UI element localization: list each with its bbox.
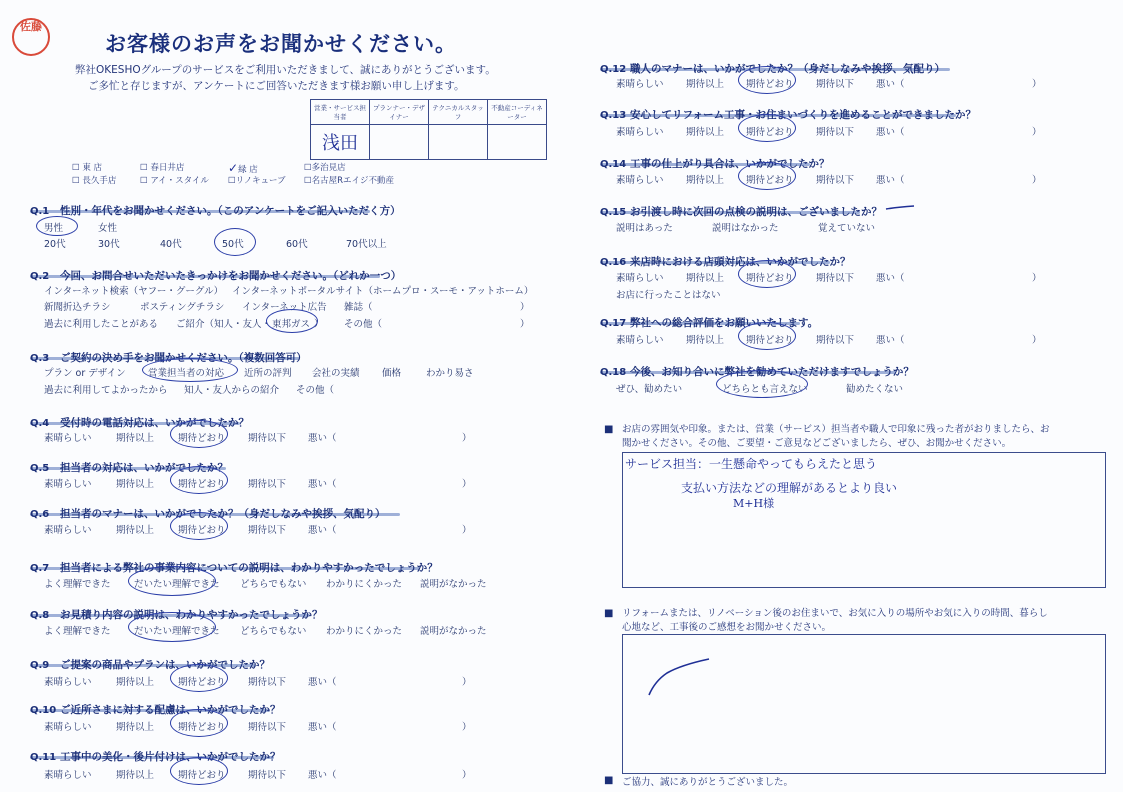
- q2-referral-circle: [266, 309, 318, 333]
- store-checkbox-renocube[interactable]: ☐リノキューブ: [228, 176, 286, 186]
- q11-opt-excellent[interactable]: 素晴らしい: [44, 770, 92, 781]
- q5-opt-expected[interactable]: 期待どおり: [178, 479, 226, 490]
- staff-cell-sales[interactable]: 浅田: [311, 125, 370, 160]
- staff-header-planner: プランナー・デザイナー: [370, 100, 429, 125]
- q16-question: Q.16 来店時における店頭対応は、いかがでしたか？: [600, 256, 851, 268]
- q2-opt-magazine[interactable]: 雑誌（: [344, 302, 373, 313]
- q7-question: Q.7 担当者による弊社の事業内容についての説明は、わかりやすかったでしょうか？: [30, 562, 438, 574]
- q8-opt-mostly[interactable]: だいたい理解できた: [134, 626, 220, 637]
- q3-opt-staff[interactable]: 営業担当者の対応: [148, 368, 225, 379]
- q16-expected-circle: [738, 260, 796, 288]
- q2-opt-search[interactable]: インターネット検索（ヤフー・グーグル）: [44, 286, 224, 297]
- q17-expected-circle: [738, 322, 796, 350]
- q11-opt-expected[interactable]: 期待どおり: [178, 770, 226, 781]
- q14-opt-below[interactable]: 期待以下: [816, 175, 855, 186]
- q2-opt-posting[interactable]: ポスティングチラシ: [140, 302, 225, 313]
- q2-opt-other[interactable]: その他（: [344, 319, 383, 330]
- q9-opt-bad[interactable]: 悪い（: [308, 677, 337, 688]
- q10-question: Q.10 ご近所さまに対する配慮は、いかがでしたか？: [30, 704, 281, 716]
- q1-opt-male[interactable]: 男性: [44, 223, 64, 234]
- q4-opt-excellent[interactable]: 素晴らしい: [44, 433, 92, 444]
- q16-bad-close: ）: [1032, 273, 1042, 284]
- store-checkbox-nagakute[interactable]: ☐ 長久手店: [72, 176, 117, 186]
- q6-bad-close: ）: [462, 525, 472, 536]
- q2-referral-value: 東邦ガス: [272, 319, 311, 330]
- q10-opt-below[interactable]: 期待以下: [248, 722, 287, 733]
- q3-question: Q.3 ご契約の決め手をお聞かせください。（複数回答可）: [30, 352, 307, 364]
- q12-question: Q.12 職人のマナーは、いかがでしたか？（身だしなみや挨拶、気配り）: [600, 63, 945, 75]
- q8-opt-well[interactable]: よく理解できた: [44, 626, 111, 637]
- q18-question: Q.18 今後、お知り合いに弊社を勧めていただけますでしょうか？: [600, 366, 914, 378]
- q12-opt-above[interactable]: 期待以上: [686, 79, 725, 90]
- q4-expected-circle: [170, 420, 228, 448]
- q13-opt-bad[interactable]: 悪い（: [876, 127, 905, 138]
- q7-opt-mostly[interactable]: だいたい理解できた: [134, 579, 220, 590]
- q3-opt-price[interactable]: 価格: [382, 368, 402, 379]
- staff-cell-technical[interactable]: [429, 125, 488, 160]
- q13-question: Q.13 安心してリフォーム工事・お住まいづくりを進めることができましたか？: [600, 109, 976, 121]
- q10-bad-close: ）: [462, 722, 472, 733]
- staff-header-technical: テクニカルスタッフ: [429, 100, 488, 125]
- q11-opt-below[interactable]: 期待以下: [248, 770, 287, 781]
- q16-opt-above[interactable]: 期待以上: [686, 273, 725, 284]
- q13-opt-below[interactable]: 期待以下: [816, 127, 855, 138]
- q14-expected-circle: [738, 162, 796, 190]
- q6-opt-excellent[interactable]: 素晴らしい: [44, 525, 92, 536]
- seal-stamp: 佐藤: [12, 18, 50, 56]
- q2-opt-referral[interactable]: ご紹介（知人・友人・: [176, 319, 272, 330]
- q4-opt-above[interactable]: 期待以上: [116, 433, 155, 444]
- q2-opt-flyer[interactable]: 新聞折込チラシ: [44, 302, 111, 313]
- q12-expected-circle: [738, 66, 796, 94]
- staff-header-sales: 営業・サービス担当者: [311, 100, 370, 125]
- q4-opt-below[interactable]: 期待以下: [248, 433, 287, 444]
- page-title: お客様のお声をお聞かせください。: [105, 32, 457, 56]
- q5-opt-bad[interactable]: 悪い（: [308, 479, 337, 490]
- q1-50s-circle: [214, 228, 256, 256]
- q14-bad-close: ）: [1032, 175, 1042, 186]
- q3-opt-past[interactable]: 過去に利用してよかったから: [44, 385, 168, 396]
- check-mark-icon: ✓: [228, 161, 239, 175]
- q15-question: Q.15 お引渡し時に次回の点検の説明は、ございましたか？: [600, 206, 882, 218]
- q10-expected-circle: [170, 709, 228, 737]
- q9-question: Q.9 ご提案の商品やプランは、いかがでしたか？: [30, 659, 270, 671]
- q16-opt-expected[interactable]: 期待どおり: [746, 273, 794, 284]
- q17-opt-expected[interactable]: 期待どおり: [746, 335, 794, 346]
- q4-bad-close: ）: [462, 433, 472, 444]
- store-checkbox-midori[interactable]: ✓緑 店: [228, 161, 258, 175]
- q10-opt-above[interactable]: 期待以上: [116, 722, 155, 733]
- q3-opt-friend[interactable]: 知人・友人からの紹介: [184, 385, 280, 396]
- q12-opt-bad[interactable]: 悪い（: [876, 79, 905, 90]
- q17-opt-bad[interactable]: 悪い（: [876, 335, 905, 346]
- q5-question: Q.5 担当者の対応は、いかがでしたか？: [30, 462, 228, 474]
- q16-opt-below[interactable]: 期待以下: [816, 273, 855, 284]
- q3-opt-clarity[interactable]: わかり易さ: [426, 368, 474, 379]
- q14-opt-bad[interactable]: 悪い（: [876, 175, 905, 186]
- q2-opt-web-ad[interactable]: インターネット広告: [242, 302, 327, 313]
- q4-question: Q.4 受付時の電話対応は、いかがでしたか？: [30, 417, 249, 429]
- q8-opt-none[interactable]: 説明がなかった: [420, 626, 487, 637]
- q13-bad-close: ）: [1032, 127, 1042, 138]
- q18-opt-undecided[interactable]: どちらとも言えない: [722, 384, 808, 395]
- store-checkbox-kasugai[interactable]: ☐ 春日井店: [140, 163, 185, 173]
- q3-opt-plan[interactable]: プラン or デザイン: [44, 368, 126, 379]
- q13-opt-excellent[interactable]: 素晴らしい: [616, 127, 664, 138]
- q10-opt-expected[interactable]: 期待どおり: [178, 722, 226, 733]
- q1-opt-20s[interactable]: 20代: [44, 239, 66, 250]
- q17-opt-above[interactable]: 期待以上: [686, 335, 725, 346]
- q18-opt-not-recommend[interactable]: 勧めたくない: [846, 384, 904, 395]
- q18-undecided-circle: [716, 370, 808, 398]
- q4-opt-bad[interactable]: 悪い（: [308, 433, 337, 444]
- comment2-pen-mark: [645, 655, 715, 701]
- q11-bad-close: ）: [462, 770, 472, 781]
- q6-opt-bad[interactable]: 悪い（: [308, 525, 337, 536]
- q7-opt-unclear[interactable]: わかりにくかった: [326, 579, 403, 590]
- q15-opt-not-explained[interactable]: 説明はなかった: [712, 223, 779, 234]
- q9-expected-circle: [170, 664, 228, 692]
- q16-opt-bad[interactable]: 悪い（: [876, 273, 905, 284]
- q1-male-circle: [36, 216, 78, 236]
- q1-opt-60s[interactable]: 60代: [286, 239, 308, 250]
- q10-opt-excellent[interactable]: 素晴らしい: [44, 722, 92, 733]
- q11-expected-circle: [170, 757, 228, 785]
- q7-opt-well[interactable]: よく理解できた: [44, 579, 111, 590]
- q4-opt-expected[interactable]: 期待どおり: [178, 433, 226, 444]
- q9-opt-above[interactable]: 期待以上: [116, 677, 155, 688]
- q15-dash-mark: [884, 200, 916, 214]
- comment1-label: お店の雰囲気や印象。または、営業（サービス）担当者や職人で印象に残った者がおりましたら、お聞かせください。その他、ご要望・ご意見などございましたら、ぜひ、お聞かせください。: [622, 424, 1050, 449]
- q1-question: Q.1 性別・年代をお聞かせください。（このアンケートをご記入いただく方）: [30, 205, 401, 217]
- q3-opt-other[interactable]: その他（: [296, 385, 335, 396]
- q3-opt-record[interactable]: 会社の実績: [312, 368, 360, 379]
- intro-line-2: ご多忙と存じますが、アンケートにご回答いただきます様お願い申し上げます。: [88, 80, 465, 92]
- q11-question: Q.11 工事中の美化・後片付けは、いかがでしたか？: [30, 751, 281, 763]
- comment1-hand-line-1: サービス担当：一生懸命やってもらえたと思う: [625, 457, 878, 471]
- q8-question: Q.8 お見積り内容の説明は、わかりやすかったでしょうか？: [30, 609, 323, 621]
- q2-opt-past-use[interactable]: 過去に利用したことがある: [44, 319, 159, 330]
- q2-other-close: ）: [520, 319, 530, 330]
- q14-opt-expected[interactable]: 期待どおり: [746, 175, 794, 186]
- q11-opt-above[interactable]: 期待以上: [116, 770, 155, 781]
- q2-referral-close: ）: [314, 319, 324, 330]
- q10-opt-bad[interactable]: 悪い（: [308, 722, 337, 733]
- q13-opt-expected[interactable]: 期待どおり: [746, 127, 794, 138]
- q11-opt-bad[interactable]: 悪い（: [308, 770, 337, 781]
- q9-opt-expected[interactable]: 期待どおり: [178, 677, 226, 688]
- intro-line-1: 弊社OKESHOグループのサービスをご利用いただきまして、誠にありがとうございます。: [75, 64, 496, 76]
- comment1-textarea[interactable]: [622, 452, 1106, 588]
- q17-question: Q.17 弊社への総合評価をお願いいたします。: [600, 317, 819, 329]
- q12-opt-below[interactable]: 期待以下: [816, 79, 855, 90]
- q2-magazine-close: ）: [520, 302, 530, 313]
- q17-opt-excellent[interactable]: 素晴らしい: [616, 335, 664, 346]
- q14-opt-above[interactable]: 期待以上: [686, 175, 725, 186]
- q1-opt-50s[interactable]: 50代: [222, 239, 244, 250]
- q8-mostly-circle: [128, 612, 216, 642]
- q7-opt-none[interactable]: 説明がなかった: [420, 579, 487, 590]
- q16-opt-excellent[interactable]: 素晴らしい: [616, 273, 664, 284]
- q14-question: Q.14 工事の仕上がり具合は、いかがでしたか？: [600, 158, 830, 170]
- q9-opt-below[interactable]: 期待以下: [248, 677, 287, 688]
- q13-opt-above[interactable]: 期待以上: [686, 127, 725, 138]
- q9-bad-close: ）: [462, 677, 472, 688]
- q6-question: Q.6 担当者のマナーは、いかがでしたか？（身だしなみや挨拶、気配り）: [30, 508, 386, 520]
- comment1-hand-signature: M+H様: [733, 497, 775, 510]
- q5-bad-close: ）: [462, 479, 472, 490]
- q6-opt-above[interactable]: 期待以上: [116, 525, 155, 536]
- q16-opt-never-visited[interactable]: お店に行ったことはない: [616, 290, 721, 301]
- q17-opt-below[interactable]: 期待以下: [816, 335, 855, 346]
- q15-opt-explained[interactable]: 説明はあった: [616, 223, 673, 234]
- store-checkbox-nagoya-r[interactable]: ☐名古屋Rエイジ不動産: [304, 176, 395, 186]
- comment2-label: リフォームまたは、リノベーション後のお住まいで、お気に入りの場所やお気に入りの時間、暮らし心地など、工事後のご感想をお聞かせください。: [622, 608, 1048, 633]
- q1-opt-30s[interactable]: 30代: [98, 239, 120, 250]
- staff-table: [310, 99, 547, 160]
- staff-cell-planner[interactable]: [370, 125, 429, 160]
- q12-opt-expected[interactable]: 期待どおり: [746, 79, 794, 90]
- q5-opt-excellent[interactable]: 素晴らしい: [44, 479, 92, 490]
- store-checkbox-higashi[interactable]: ☐ 東 店: [72, 163, 103, 173]
- store-checkbox-istyle[interactable]: ☐ アイ・スタイル: [140, 176, 209, 186]
- q2-question: Q.2 今回、お問合せいただいたきっかけをお聞かせください。（どれか一つ）: [30, 270, 402, 282]
- q5-opt-below[interactable]: 期待以下: [248, 479, 287, 490]
- comment1-hand-line-2: 支払い方法などの理解があるとより良い: [681, 481, 898, 495]
- q3-opt-reputation[interactable]: 近所の評判: [244, 368, 292, 379]
- q2-opt-portal[interactable]: インターネットポータルサイト（ホームプロ・スーモ・アットホーム）: [232, 286, 534, 297]
- q14-opt-excellent[interactable]: 素晴らしい: [616, 175, 664, 186]
- q13-expected-circle: [738, 114, 796, 142]
- q8-opt-unclear[interactable]: わかりにくかった: [326, 626, 403, 637]
- q17-bad-close: ）: [1032, 335, 1042, 346]
- staff-header-realestate: 不動産コーディネーター: [488, 100, 547, 125]
- comment1-bullet-icon: ■: [604, 424, 614, 435]
- q1-opt-40s[interactable]: 40代: [160, 239, 182, 250]
- q6-opt-below[interactable]: 期待以下: [248, 525, 287, 536]
- q7-mostly-circle: [128, 566, 216, 596]
- q5-opt-above[interactable]: 期待以上: [116, 479, 155, 490]
- q1-opt-female[interactable]: 女性: [98, 223, 118, 234]
- q12-bad-close: ）: [1032, 79, 1042, 90]
- q1-opt-70s[interactable]: 70代以上: [346, 239, 387, 250]
- q18-opt-recommend[interactable]: ぜひ、勧めたい: [616, 384, 683, 395]
- q3-staff-circle: [142, 358, 238, 382]
- comment2-bullet-icon: ■: [604, 608, 614, 619]
- q5-expected-circle: [170, 466, 228, 494]
- q6-expected-circle: [170, 512, 228, 540]
- thanks-text: ご協力、誠にありがとうございました。: [622, 777, 794, 788]
- staff-cell-realestate[interactable]: [488, 125, 547, 160]
- comment2-textarea[interactable]: [622, 634, 1106, 774]
- q12-opt-excellent[interactable]: 素晴らしい: [616, 79, 664, 90]
- store-checkbox-tajimi[interactable]: ☐多治見店: [304, 163, 346, 173]
- q8-opt-neutral[interactable]: どちらでもない: [240, 626, 307, 637]
- q9-opt-excellent[interactable]: 素晴らしい: [44, 677, 92, 688]
- thanks-bullet-icon: ■: [604, 775, 614, 786]
- q7-opt-neutral[interactable]: どちらでもない: [240, 579, 307, 590]
- q6-opt-expected[interactable]: 期待どおり: [178, 525, 226, 536]
- q15-opt-not-remember[interactable]: 覚えていない: [818, 223, 876, 234]
